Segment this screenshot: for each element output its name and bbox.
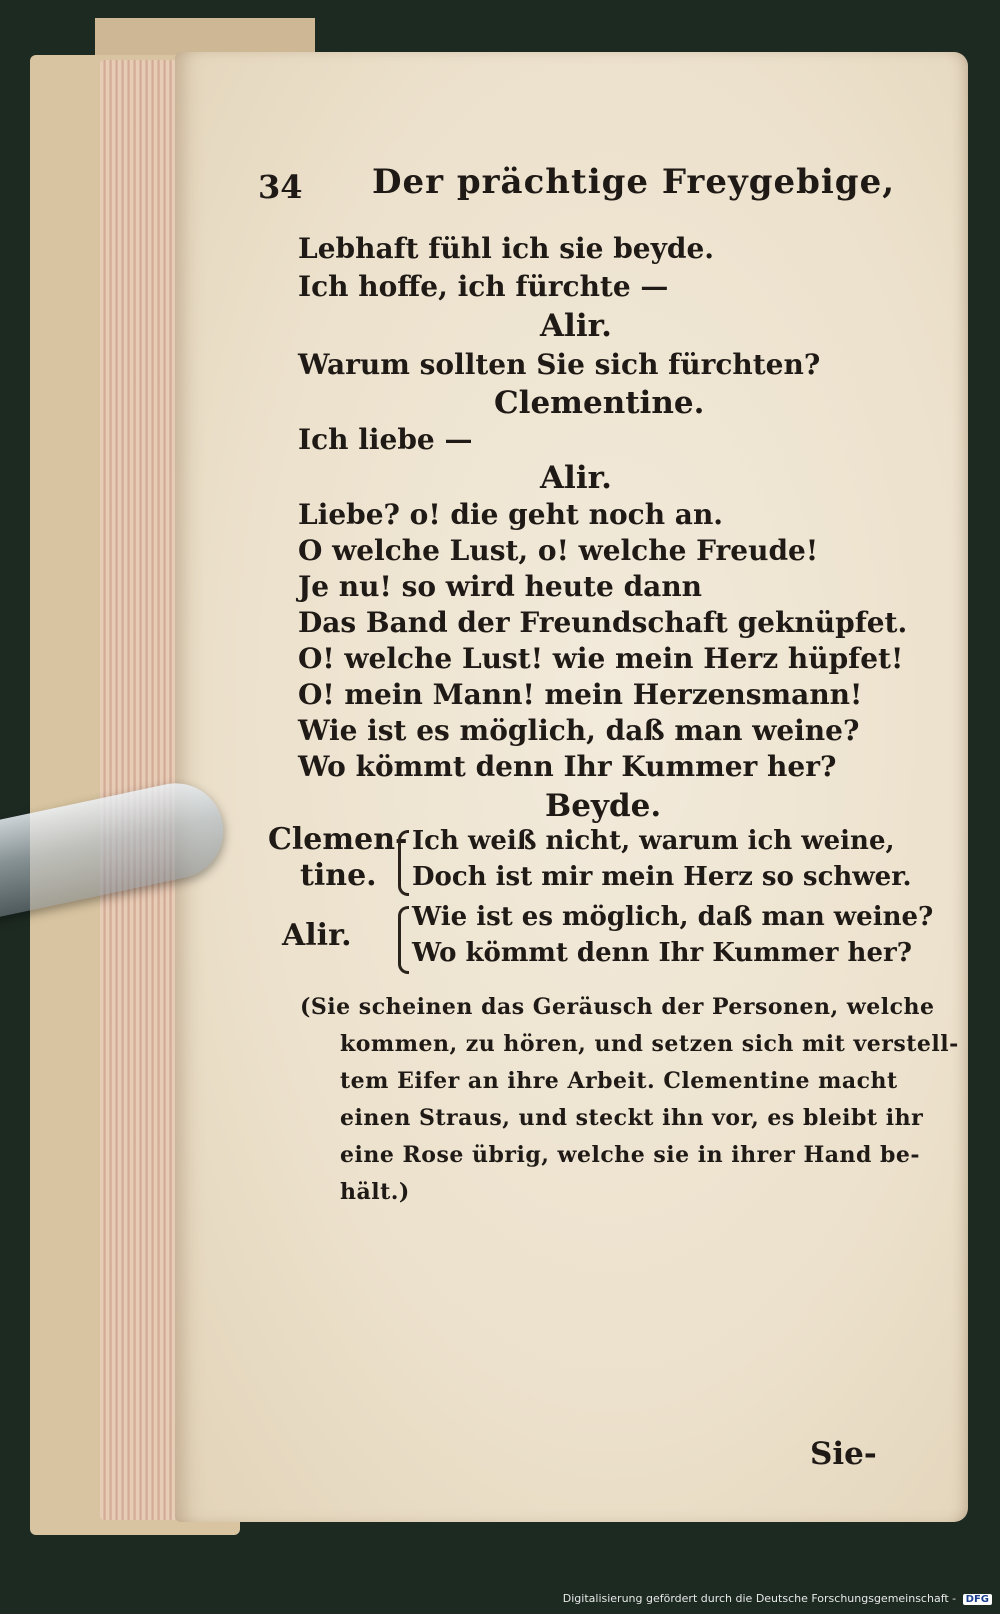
- duet-speaker-1: tine.: [300, 858, 377, 893]
- speaker-name: Alir.: [540, 308, 612, 344]
- stage-direction-line: einen Straus, und steckt ihn vor, es bleibt ihr: [340, 1105, 924, 1131]
- verse-line: Wo kömmt denn Ihr Kummer her?: [412, 938, 912, 968]
- verse-line: Wo kömmt denn Ihr Kummer her?: [298, 750, 837, 783]
- catchword: Sie-: [810, 1436, 877, 1472]
- verse-line: Das Band der Freundschaft geknüpfet.: [298, 606, 908, 639]
- verse-line: O! mein Mann! mein Herzensmann!: [298, 678, 863, 711]
- verse-line: Lebhaft fühl ich sie beyde.: [298, 232, 715, 265]
- digitization-credit: [563, 1592, 992, 1605]
- verse-line: Ich liebe —: [298, 423, 473, 456]
- verse-line: Wie ist es möglich, daß man weine?: [412, 902, 934, 932]
- stage-direction-line: (Sie scheinen das Geräusch der Personen, welche: [300, 994, 935, 1020]
- running-title: Der prächtige Freygebige,: [372, 162, 896, 202]
- stage-direction-line: eine Rose übrig, welche sie in ihrer Hand be-: [340, 1142, 921, 1168]
- dfg-logo: DFG: [963, 1594, 992, 1605]
- verse-line: O welche Lust, o! welche Freude!: [298, 534, 819, 567]
- stage-direction-line: tem Eifer an ihre Arbeit. Clementine macht: [340, 1068, 898, 1094]
- stage-direction-line: hält.): [340, 1179, 410, 1205]
- stage-direction-line: kommen, zu hören, und setzen sich mit verstell-: [340, 1031, 959, 1057]
- credit-text: Digitalisierung gefördert durch die Deutsche Forschungsgemeinschaft -: [562, 1592, 957, 1605]
- duet-speaker-1: Clemen-: [268, 822, 408, 857]
- duet-speaker-2: Alir.: [282, 918, 352, 953]
- verse-line: O! welche Lust! wie mein Herz hüpfet!: [298, 642, 904, 675]
- brace: [398, 830, 409, 896]
- speaker-name: Beyde.: [545, 788, 662, 824]
- verse-line: Ich weiß nicht, warum ich weine,: [412, 826, 895, 856]
- verse-line: Je nu! so wird heute dann: [298, 570, 703, 603]
- verse-line: Liebe? o! die geht noch an.: [298, 498, 724, 531]
- verse-line: Ich hoffe, ich fürchte —: [298, 270, 669, 303]
- verse-line: Warum sollten Sie sich fürchten?: [298, 348, 821, 381]
- brace: [398, 906, 409, 974]
- verse-line: Wie ist es möglich, daß man weine?: [298, 714, 860, 747]
- speaker-name: Alir.: [540, 460, 612, 496]
- page-number: 34: [258, 168, 303, 206]
- speaker-name: Clementine.: [494, 385, 705, 421]
- verse-line: Doch ist mir mein Herz so schwer.: [412, 862, 912, 892]
